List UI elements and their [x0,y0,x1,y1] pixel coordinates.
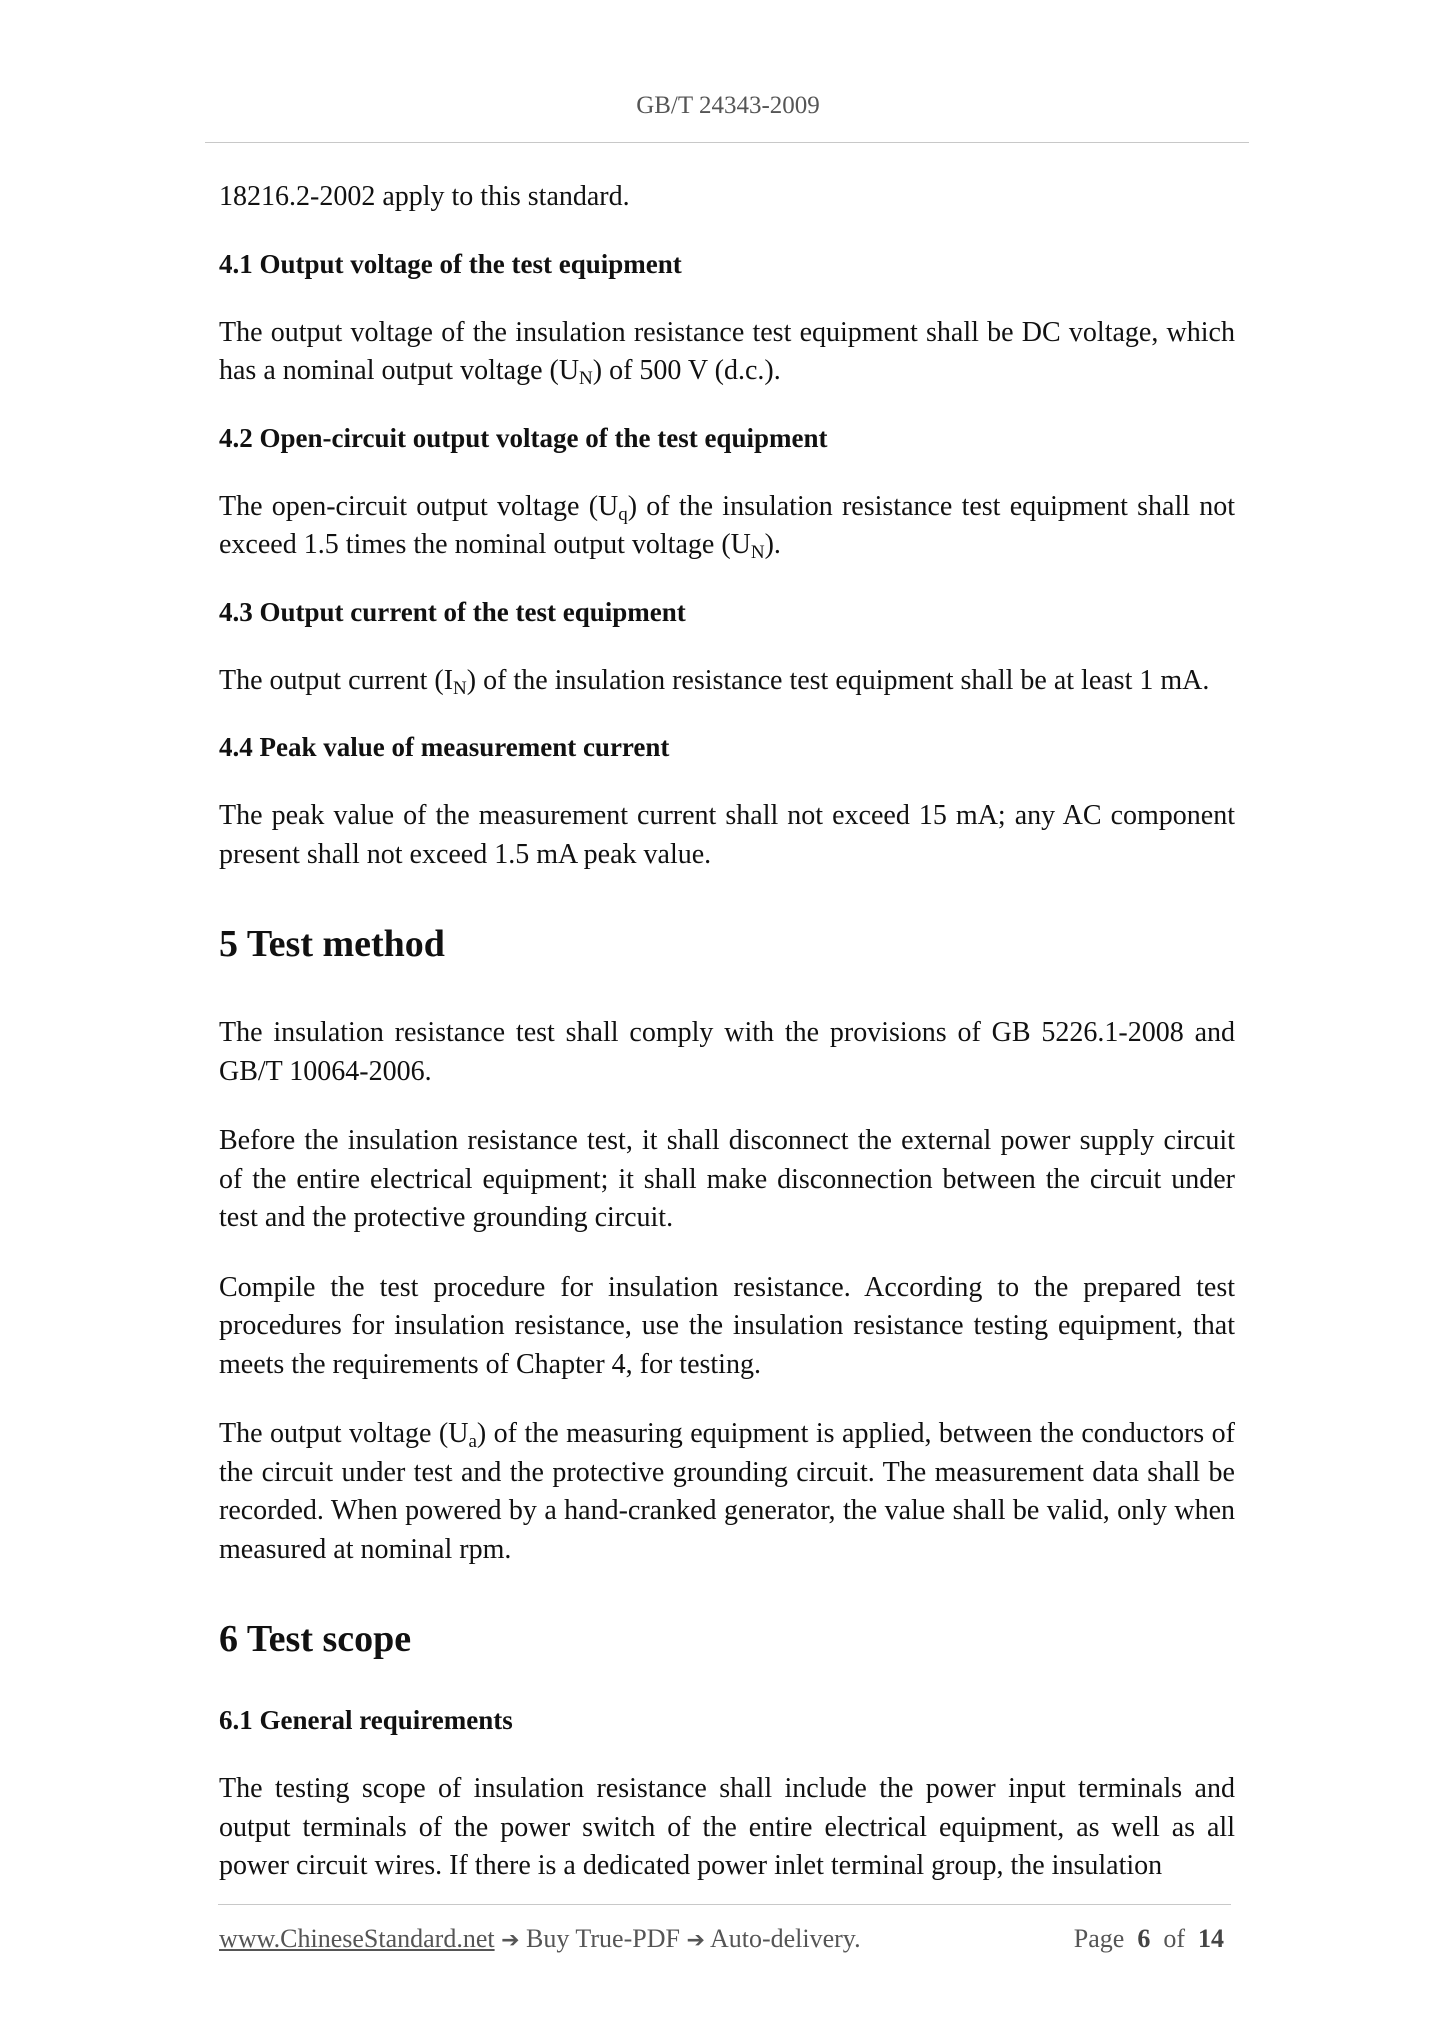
section-5-paragraph-4: The output voltage $(U_a)$ of the measuring equipment is applied, between the conductors of the circuit under test and the protective grounding circuit. The measurement data shall be recorded. When powered by a hand-cranked generator, the value shall be valid, only when measured at nominal rpm. [219,1418,1235,1565]
page-of-label: of [1163,1924,1185,1953]
section-4-4-heading: 4.4 Peak value of measurement current [219,732,670,762]
section-4-1-paragraph: The output voltage of the insulation resistance test equipment shall be DC voltage, which has a nominal output voltage $(U_N)$ of 500 V (d.c.). [219,316,1235,389]
buy-true-pdf-text: Buy True-PDF [526,1924,680,1953]
continuation-paragraph: 18216.2-2002 apply to this standard. [219,181,630,212]
page-footer [219,1924,1231,1960]
header-divider [205,142,1249,143]
current-page-number: 6 [1137,1924,1151,1953]
total-pages-number: 14 [1198,1924,1224,1953]
auto-delivery-text: Auto-delivery. [709,1924,861,1953]
section-6-1-paragraph: The testing scope of insulation resistance shall include the power input terminals and output terminals of the power switch of the entire electrical equipment, as well as all power circuit wires. If there is a dedicated power inlet terminal group, the insulation [219,1773,1235,1881]
section-5-heading: 5 Test method [219,923,445,965]
section-5-paragraph-3: Compile the test procedure for insulation resistance. According to the prepared test procedures for insulation resistance, use the insulation resistance testing equipment, that meets the requirements of Chapter 4, for testing. [219,1271,1235,1380]
footer-divider [218,1904,1231,1905]
section-5-paragraph-1: The insulation resistance test shall comply with the provisions of GB 5226.1-2008 and GB/T 10064-2006. [219,1017,1235,1087]
section-4-3-heading: 4.3 Output current of the test equipment [219,596,686,627]
document-header-title: GB/T 24343-2009 [636,92,820,119]
footer-promo [219,1924,861,1954]
section-6-heading: 6 Test scope [219,1618,412,1660]
section-4-2-paragraph: The open-circuit output voltage $(U_q)$ of the insulation resistance test equipment shall not exceed 1.5 times the nominal output voltage $(U_N)$. [219,490,1236,563]
website-link[interactable]: www.ChineseStandard.net [219,1924,495,1953]
section-5-paragraph-2: Before the insulation resistance test, it shall disconnect the external power supply circuit of the entire electrical equipment; it shall make disconnection between the circuit under test and the protective grounding circuit. [219,1125,1235,1233]
arrow-right-icon: ➔ [686,1928,705,1953]
section-4-1-heading: 4.1 Output voltage of the test equipment [219,248,682,279]
section-6-1-heading: 6.1 General requirements [219,1705,513,1735]
section-4-3-paragraph: The output current $(I_N)$ of the insulation resistance test equipment shall be at least 1 mA. [219,664,1210,699]
page-number [1074,1924,1224,1954]
page-label: Page [1073,1924,1125,1953]
page-content [219,178,1235,1886]
section-4-2-heading: 4.2 Open-circuit output voltage of the test equipment [219,422,828,453]
arrow-right-icon: ➔ [501,1928,520,1953]
section-4-4-paragraph: The peak value of the measurement current shall not exceed 15 mA; any AC component present shall not exceed 1.5 mA peak value. [219,800,1235,870]
